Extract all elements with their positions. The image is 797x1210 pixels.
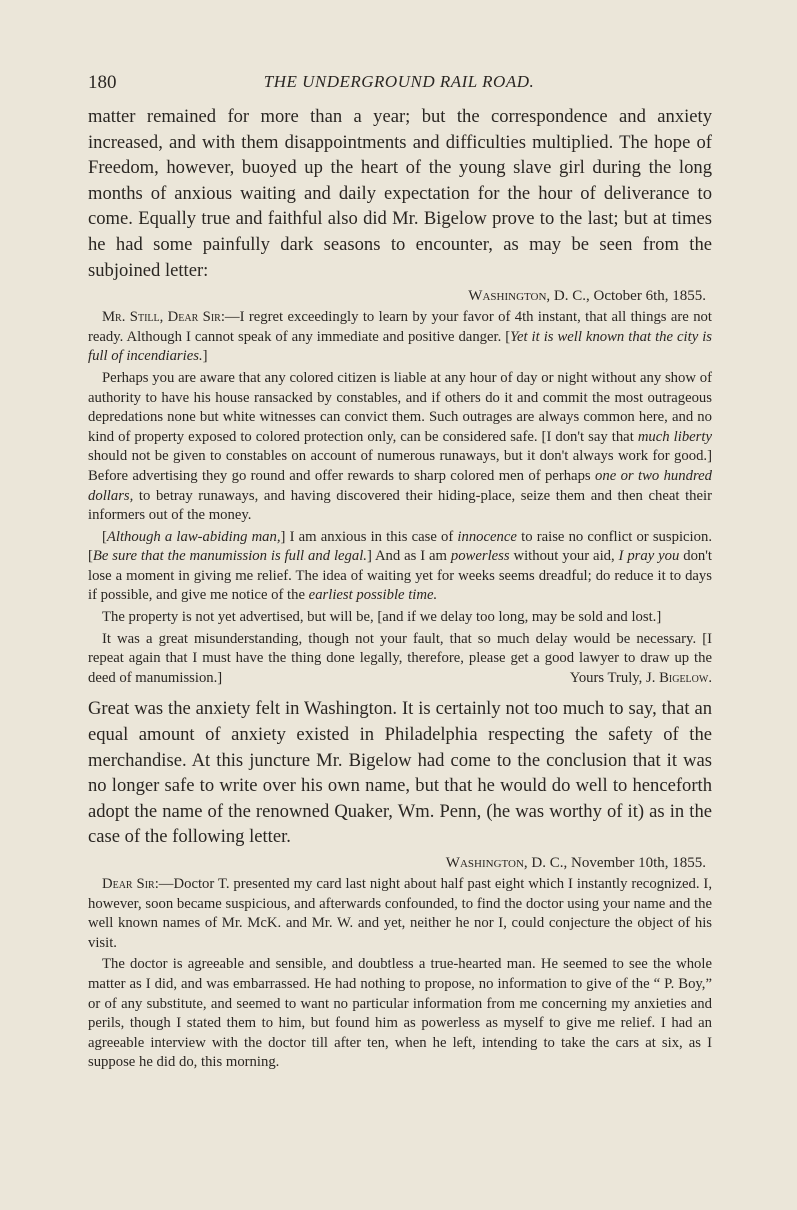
letter2-salutation: Dear Sir — [102, 876, 155, 892]
letter2-paragraph-2: The doctor is agreeable and sensible, and doubtless a true-hearted man. He seemed to see the whole matter as I did, and was embarrassed. He had nothing to propose, no information to give of the “ P. Boy,” or of any substitute, and seemed to want no particular information from me concerning my anxieties and perils, though I stated them to him, but found him as powerless as myself to give me relief. I had an agreeable interview with the doctor till after ten, when he left, intending to take the cars at six, as I suppose he did do, this morning. — [88, 956, 712, 1071]
page-number: 180 — [88, 72, 117, 93]
running-head: THE UNDERGROUND RAIL ROAD. — [263, 72, 535, 91]
letter1-paragraph-1: Mr. Still, Dear Sir:—I regret exceedingly to learn by your favor of 4th instant, that all things are not ready. Although I cannot speak of any immediate and positive danger. [Yet it is well known that the city is full of incendiaries.] — [88, 309, 712, 365]
letter1-paragraph-5: It was a great misunderstanding, though not your fault, that so much delay would be necessary. [I repeat again that I must have the thing done legally, therefore, please get a good lawyer to draw up the deed of manumission.] Yours Truly, J. Bigelow. — [88, 630, 712, 689]
middle-paragraph: Great was the anxiety felt in Washington. It is certainly not too much to say, that an equal amount of anxiety existed in Philadelphia respecting the safety of the merchandise. At this juncture Mr. Bigelow had come to the conclusion that it was no longer safe to write over his own name, but that he would do well to henceforth adopt the name of the renowned Quaker, Wm. Penn, (he was worthy of it) as in the case of the following letter. — [88, 698, 712, 848]
letter2-paragraph-1: Dear Sir:—Doctor T. presented my card last night about half past eight which I instantly recognized. I, however, soon became suspicious, and afterwards confounded, to find the doctor using your name and the well known names of Mr. McK. and Mr. W. and yet, neither he nor I, could conjecture the object of his visit. — [88, 876, 712, 951]
letter1-paragraph-4: The property is not yet advertised, but will be, [and if we delay too long, may be sold and lost.] — [102, 609, 662, 626]
letter1-signature: Yours Truly, J. Bigelow. — [569, 669, 712, 686]
letter1-paragraph-2: Perhaps you are aware that any colored citizen is liable at any hour of day or night without any show of authority to have his house ransacked by constables, and if others do it and commit the most outrageous depredations none but white witnesses can convict them. Such outrages are always common here, and no kind of property exposed to colored protection only, can be considered safe. [I don't say that much liberty should not be given to constables on account of numerous runaways, but it don't always work for good.] Before advertising they go round and offer rewards to sharp colored men of perhaps one or two hundred dollars, to betray runaways, and having discovered their hiding-place, seize them and then cheat their informers out of the money. — [88, 369, 712, 524]
page-header — [88, 72, 710, 96]
spacer — [88, 688, 712, 696]
page-body — [88, 104, 712, 1073]
letter1-salutation: Mr. Still, Dear Sir — [102, 309, 221, 326]
letter1-dateline: Washington, D. C., October 6th, 1855. — [468, 288, 706, 305]
intro-paragraph: matter remained for more than a year; but the correspondence and anxiety increased, and with them disappointments and difficulties multiplied. The hope of Freedom, however, buoyed up the heart of the young slave girl during the long months of anxious waiting and daily expectation for the hour of deliverance to come. Equally true and faithful also did Mr. Bigelow prove to the last; but at times he had some painfully dark seasons to encounter, as may be seen from the subjoined letter: — [88, 106, 712, 281]
letter2-dateline: Washington, D. C., November 10th, 1855. — [445, 855, 706, 871]
letter1-paragraph-3: [Although a law-abiding man,] I am anxious in this case of innocence to raise no conflict or suspicion. [Be sure that the manumission is full and legal.] And as I am powerless without your aid, I pray you don't lose a moment in giving me relief. The idea of waiting yet for weeks seems dreadful; do reduce it to days if possible, and give me notice of the earliest possible time. — [88, 528, 713, 604]
